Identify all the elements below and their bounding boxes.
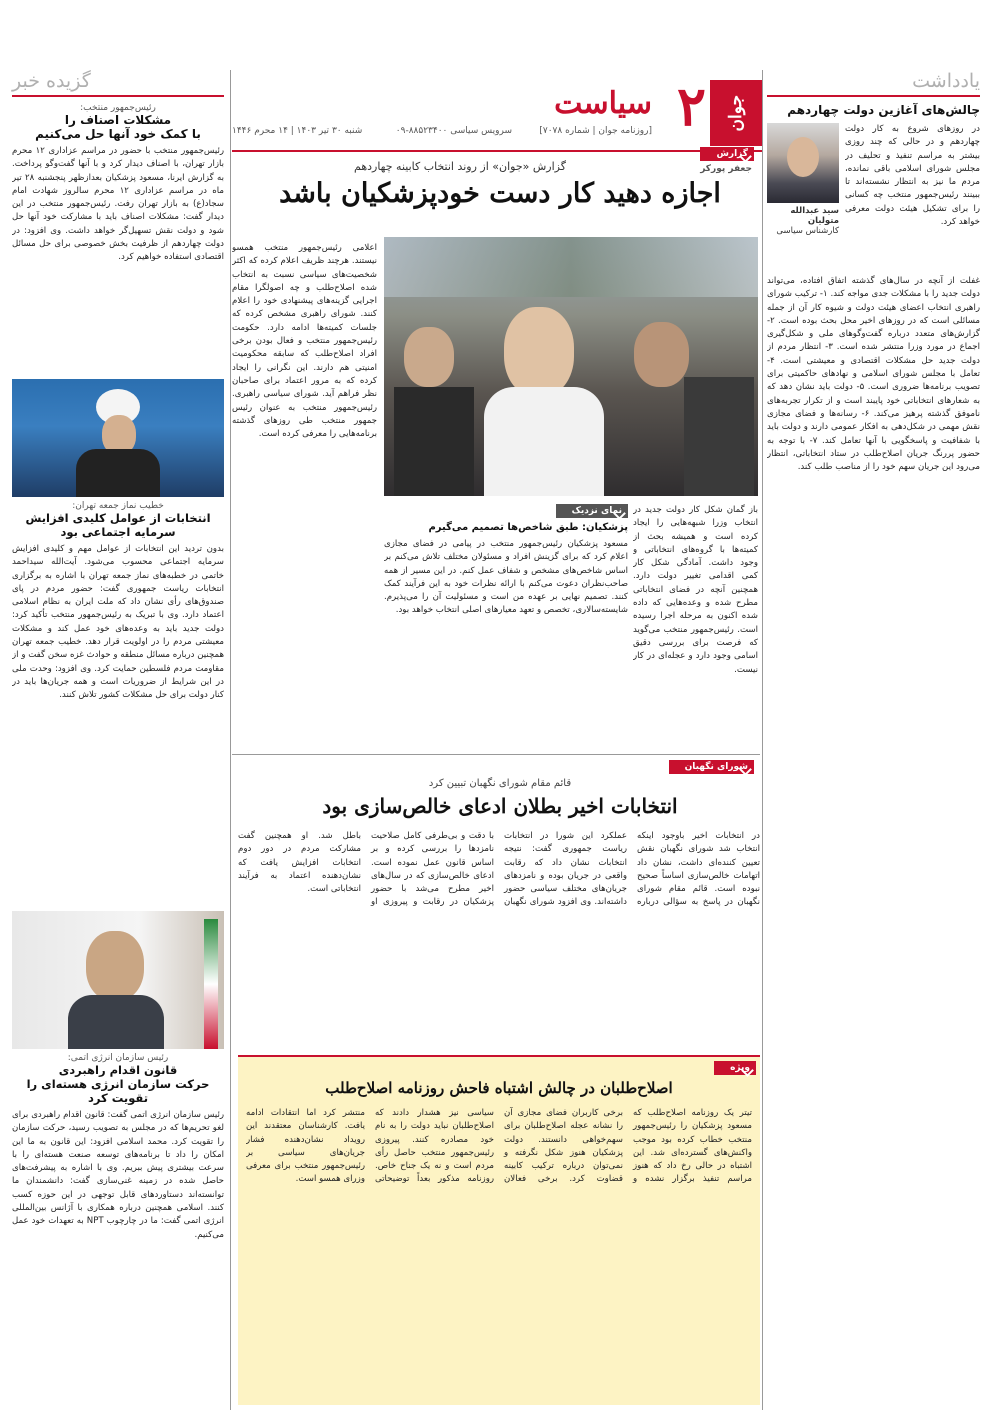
- editor-line: سرویس سیاسی ۸۸۵۲۳۴۰۰-۰۹: [395, 126, 512, 136]
- special-tag: ویژه: [714, 1061, 756, 1075]
- item3-title-1: قانون اقدام راهبردی: [58, 1063, 178, 1077]
- article-body: غفلت از آنچه در سال‌های گذشته اتفاق افتاده، می‌تواند دولت جدید را با مشکلات جدی مواجه کند. ۱- ترکیب شورای راهبری انتخاب اعضای هیئت دولت و شیوه کار آن از جمله مسائلی است که در روزهای اخیر محل بحث بوده است. ۲- گزارش‌های متعدد درباره گفت‌وگوهای ملی و شکل‌گیری اجماع در مورد وزرا منتشر شده است. ۳- انتظار مردم از دولت جدید حل مشکلات اقتصادی و معیشتی است. ۴- تعامل با مجلس شورای اسلامی و نهادهای حاکمیتی برای تصویب برنامه‌ها ضروری است. ۵- دولت باید نشان دهد که به شعارهای انتخاباتی خود پایبند است و از تکرار تجربه‌های ناموفق گذشته پرهیز می‌کند. ۶- رسانه‌ها و فضای مجازی نقش مهمی در شکل‌دهی به افکار عمومی دارند و دولت باید با شفافیت و پاسخگویی با آنها تعامل کند. ۷- با توجه به حضور پررنگ جریان اصلاح‌طلب در ستاد انتخاباتی، انتظار می‌رود این جریان سهم خود را از مناصب طلب کند.: [767, 276, 980, 473]
- section-title: یادداشت: [912, 70, 980, 92]
- special-headline: اصلاح‌طلبان در چالش اشتباه فاحش روزنامه اصلاح‌طلب: [325, 1079, 673, 1097]
- brand-title: سیاست: [554, 86, 652, 121]
- nigahban-tag: شورای نگهبان: [669, 760, 754, 774]
- left-section-title: گزیده خبر: [12, 70, 91, 92]
- special-box: [238, 1055, 760, 1405]
- nigahban-headline: انتخابات اخیر بطلان ادعای خالص‌سازی بود: [322, 794, 678, 818]
- nigahban-body: در انتخابات اخیر باوجود اینکه انتخاب شد شورای نگهبان نقش تعیین کننده‌ای داشت، نشان داد اتهامات خالص‌سازی اساساً صحیح نبوده است. قائم مقام شورای نگهبان در پاسخ به سؤالی درباره عملکرد این شورا در انتخابات ریاست جمهوری گفت: نتیجه انتخابات نشان داد که رقابت واقعی در جریان بوده و نامزدهای جریان‌های مختلف سیاسی حضور داشته‌اند. وی افزود شورای نگهبان با دقت و بی‌طرفی کامل صلاحیت نامزدها را بررسی کرده و بر اساس قانون عمل نموده است. ادعای خالص‌سازی که در سال‌های اخیر مطرح می‌شد با حضور پزشکیان در رقابت و پیروزی او باطل شد. او همچنین گفت مشارکت مردم در دور دوم انتخابات افزایش یافت که نشان‌دهنده اعتماد به فرآیند انتخاباتی است.: [238, 831, 760, 908]
- center-col-1: اعلامی رئیس‌جمهور منتخب همسو نیستند. هرچند ظریف اعلام کرده که اکثر شخصیت‌های سیاسی نسبت به انتخاب شده اصلاح‌طلب و چه اصولگرا مقام اجرایی گزینه‌های پیشنهادی خود را اعلام کنند. شورای راهبری مشخص کرده که جلسات کمیته‌ها ادامه دارد. حکومت رئیس‌جمهور منتخب و فعال بودن برخی افراد اصلاح‌طلب که سابقه محکومیت امنیتی هم دارند. این نگرانی را ایجاد کرده که به مرور اعتماد برای صاحبان نظر فراهم آید. شورای سیاسی راهبری. رئیس‌جمهور منتخب به عنوان رئیس جمهور منتخب طی روزهای گذشته برنامه‌هایی را معرفی کرده است.: [232, 243, 377, 440]
- main-headline: اجازه دهید کار دست خودپزشکیان باشد: [279, 178, 721, 209]
- item3-body: رئیس سازمان انرژی اتمی گفت: قانون اقدام راهبردی برای لغو تحریم‌ها که در مجلس به تصویب رسید، حرکت سازمان را تقویت کرد. محمد اسلامی افزود: این قانون به ما این امکان را داد تا برنامه‌های توسعه صنعت هسته‌ای را با سرعت بیشتری پیش ببریم. وی با اشاره به پیشرفت‌های حاصل شده در زمینه غنی‌سازی گفت: دانشمندان ما توانسته‌اند دستاوردهای قابل توجهی در این حوزه کسب کنند. اسلامی همچنین درباره همکاری با آژانس بین‌المللی انرژی اتمی گفت: ما در چارچوب NPT به تعهدات خود عمل می‌کنیم.: [12, 1110, 224, 1240]
- author-role: کارشناس سیاسی: [776, 226, 839, 236]
- masthead: [232, 76, 762, 154]
- intro-text: در روزهای شروع به کار دولت چهاردهم و در حالی که چند روزی بیشتر به مراسم تنفیذ و تحلیف در مجلس شورای اسلامی باقی نمانده، مردم ما نیز به انتظار نشسته‌اند تا ببینند رئیس‌جمهور منتخب چه کسانی را برای تشکیل هیئت دولت معرفی خواهد کرد.: [845, 124, 980, 228]
- item3-title-2: حرکت سازمان انرژی هسته‌ای را تقویت کرد: [26, 1077, 210, 1105]
- closer-body: مسعود پزشکیان رئیس‌جمهور منتخب در پیامی در فضای مجازی اعلام کرد که برای گزینش افراد و مسئولان مختلف تلاش می‌کنم بر اساس شاخص‌های مشخص و شفاف عمل کنم. در این مسیر از همه صاحب‌نظران دعوت می‌کنم با ارائه نظرات خود به این فرآیند کمک کنند. تصمیم نهایی بر عهده من است و مسئولیت آن را می‌پذیرم. شایسته‌سالاری، تخصص و تعهد معیارهای اصلی انتخاب خواهد بود.: [384, 539, 628, 616]
- subtitle: گزارش «جوان» از روند انتخاب کابینه چهاردهم: [354, 160, 566, 173]
- eslami-photo: [12, 911, 224, 1049]
- item2-caption: خطیب نماز جمعه تهران:: [72, 501, 164, 511]
- item2-title-1: انتخابات از عوامل کلیدی افزایش: [25, 511, 211, 525]
- headline: چالش‌های آغازین دولت چهاردهم: [787, 103, 980, 117]
- logo-text: جوان: [726, 94, 746, 132]
- center-col-3: باز گمان شکل کار دولت جدید در انتخاب وزرا شبهه‌هایی را ایجاد کرده است و همیشه بحث از کمیته‌ها با گروه‌های انتخاباتی و وجود داشت. آمادگی شکل کار کمی اقدامی تغییر دولت دارد. همچنین آنچه در فضای انتخاباتی مطرح شده و وعده‌هایی که داده شده اکنون به مرحله اجرا رسیده است. رئیس‌جمهور منتخب می‌گوید که فرصت برای بررسی دقیق اسامی وجود دارد و عجله‌ای در کار نیست.: [633, 505, 758, 675]
- logo: [710, 80, 762, 146]
- right-column: [767, 70, 980, 1410]
- nigahban-subtitle: قائم مقام شورای نگهبان تبیین کرد: [428, 778, 572, 789]
- item3-caption: رئیس سازمان انرژی اتمی:: [67, 1053, 169, 1063]
- main-photo: [384, 237, 758, 496]
- item1-title-1: مشکلات اصناف را: [64, 113, 172, 127]
- item1-title-2: با کمک خود آنها حل می‌کنیم: [35, 127, 201, 141]
- author-photo: [767, 123, 839, 203]
- closer-title: پزشکیان: طبق شاخص‌ها تصمیم می‌گیرم: [428, 522, 628, 533]
- item2-title-2: سرمایه اجتماعی بود: [60, 525, 176, 539]
- item1-source: رئیس‌جمهور منتخب:: [80, 103, 156, 113]
- author-name: سید عبدالله متولیان: [790, 206, 839, 226]
- closer-look-box: [384, 504, 628, 750]
- page-number: ۲: [676, 74, 706, 138]
- item1-body: رئیس‌جمهور منتخب با حضور در مراسم عزاداری ۱۲ محرم بازار تهران، با اصناف دیدار کرد و با آنها گفت‌وگو پرداخت. به گزارش ایرنا، مسعود پزشکیان بعدازظهر پنجشنبه ۲۸ تیر ماه در مراسم عزاداری ۱۲ محرم سالروز شهادت امام سجاد(ع) به بازار تهران رفت. رئیس‌جمهور منتخب در این دیدار گفت: مشکلات اصناف باید با مشارکت خود آنها حل شود و دولت نقش تسهیل‌گر خواهد داشت. وی افزود: در دولت چهاردهم از ظرفیت بخش خصوصی برای حل مسائل اقتصادی استفاده خواهیم کرد.: [12, 146, 224, 263]
- report-tag: گزارش: [700, 147, 754, 161]
- reporter-name: جعفر پورکر: [700, 164, 752, 174]
- special-body: تیتر یک روزنامه اصلاح‌طلب که مسعود پزشکیان را رئیس‌جمهور منتخب خطاب کرده بود موجب واکنش‌های گسترده‌ای شد. این اشتباه در حالی رخ داد که هنوز مراسم تنفیذ برگزار نشده و برخی کاربران فضای مجازی آن را نشانه عجله اصلاح‌طلبان برای سهم‌خواهی دانستند. دولت پزشکیان هنوز شکل نگرفته و نمی‌توان درباره ترکیب کابینه قضاوت کرد. برخی فعالان سیاسی نیز هشدار دادند که اصلاح‌طلبان نباید دولت را به نام خود مصادره کنند. پیروزی رئیس‌جمهور منتخب حاصل رأی مردم است و نه یک جناح خاص. روزنامه مذکور بعداً توضیحاتی منتشر کرد اما انتقادات ادامه یافت. کارشناسان معتقدند این رویداد نشان‌دهنده فشار جریان‌های سیاسی بر رئیس‌جمهور منتخب برای معرفی وزرای همسو است.: [246, 1108, 752, 1185]
- khatami-photo: [12, 379, 224, 497]
- issue-line: [روزنامه جوان | شماره ۷۰۷۸]: [539, 126, 652, 136]
- closer-tag: نمای نزدیک: [556, 504, 628, 518]
- left-column: [12, 70, 224, 1410]
- item2-body: بدون تردید این انتخابات از عوامل مهم و کلیدی افزایش سرمایه اجتماعی محسوب می‌شود. آیت‌الله سیداحمد خاتمی در خطبه‌های نماز جمعه تهران با اشاره به برگزاری انتخابات ریاست جمهوری گفت: حضور مردم در پای صندوق‌های رأی نشان داد که ملت ایران به نظام اسلامی اعتماد دارد. وی با تبریک به رئیس‌جمهور منتخب تأکید کرد: دولت جدید باید به وعده‌های خود عمل کند و مشکلات معیشتی مردم را در اولویت قرار دهد. خطیب جمعه تهران همچنین درباره مسائل منطقه و حوادث غزه سخن گفت و از مقاومت مردم فلسطین حمایت کرد. وی افزود: وحدت ملی در این شرایط از ضروریات است و همه جریان‌ها باید در کنار دولت برای حل مشکلات کشور تلاش کنند.: [12, 544, 224, 701]
- date-line: شنبه ۳۰ تیر ۱۴۰۳ | ۱۴ محرم ۱۴۴۶: [232, 126, 363, 136]
